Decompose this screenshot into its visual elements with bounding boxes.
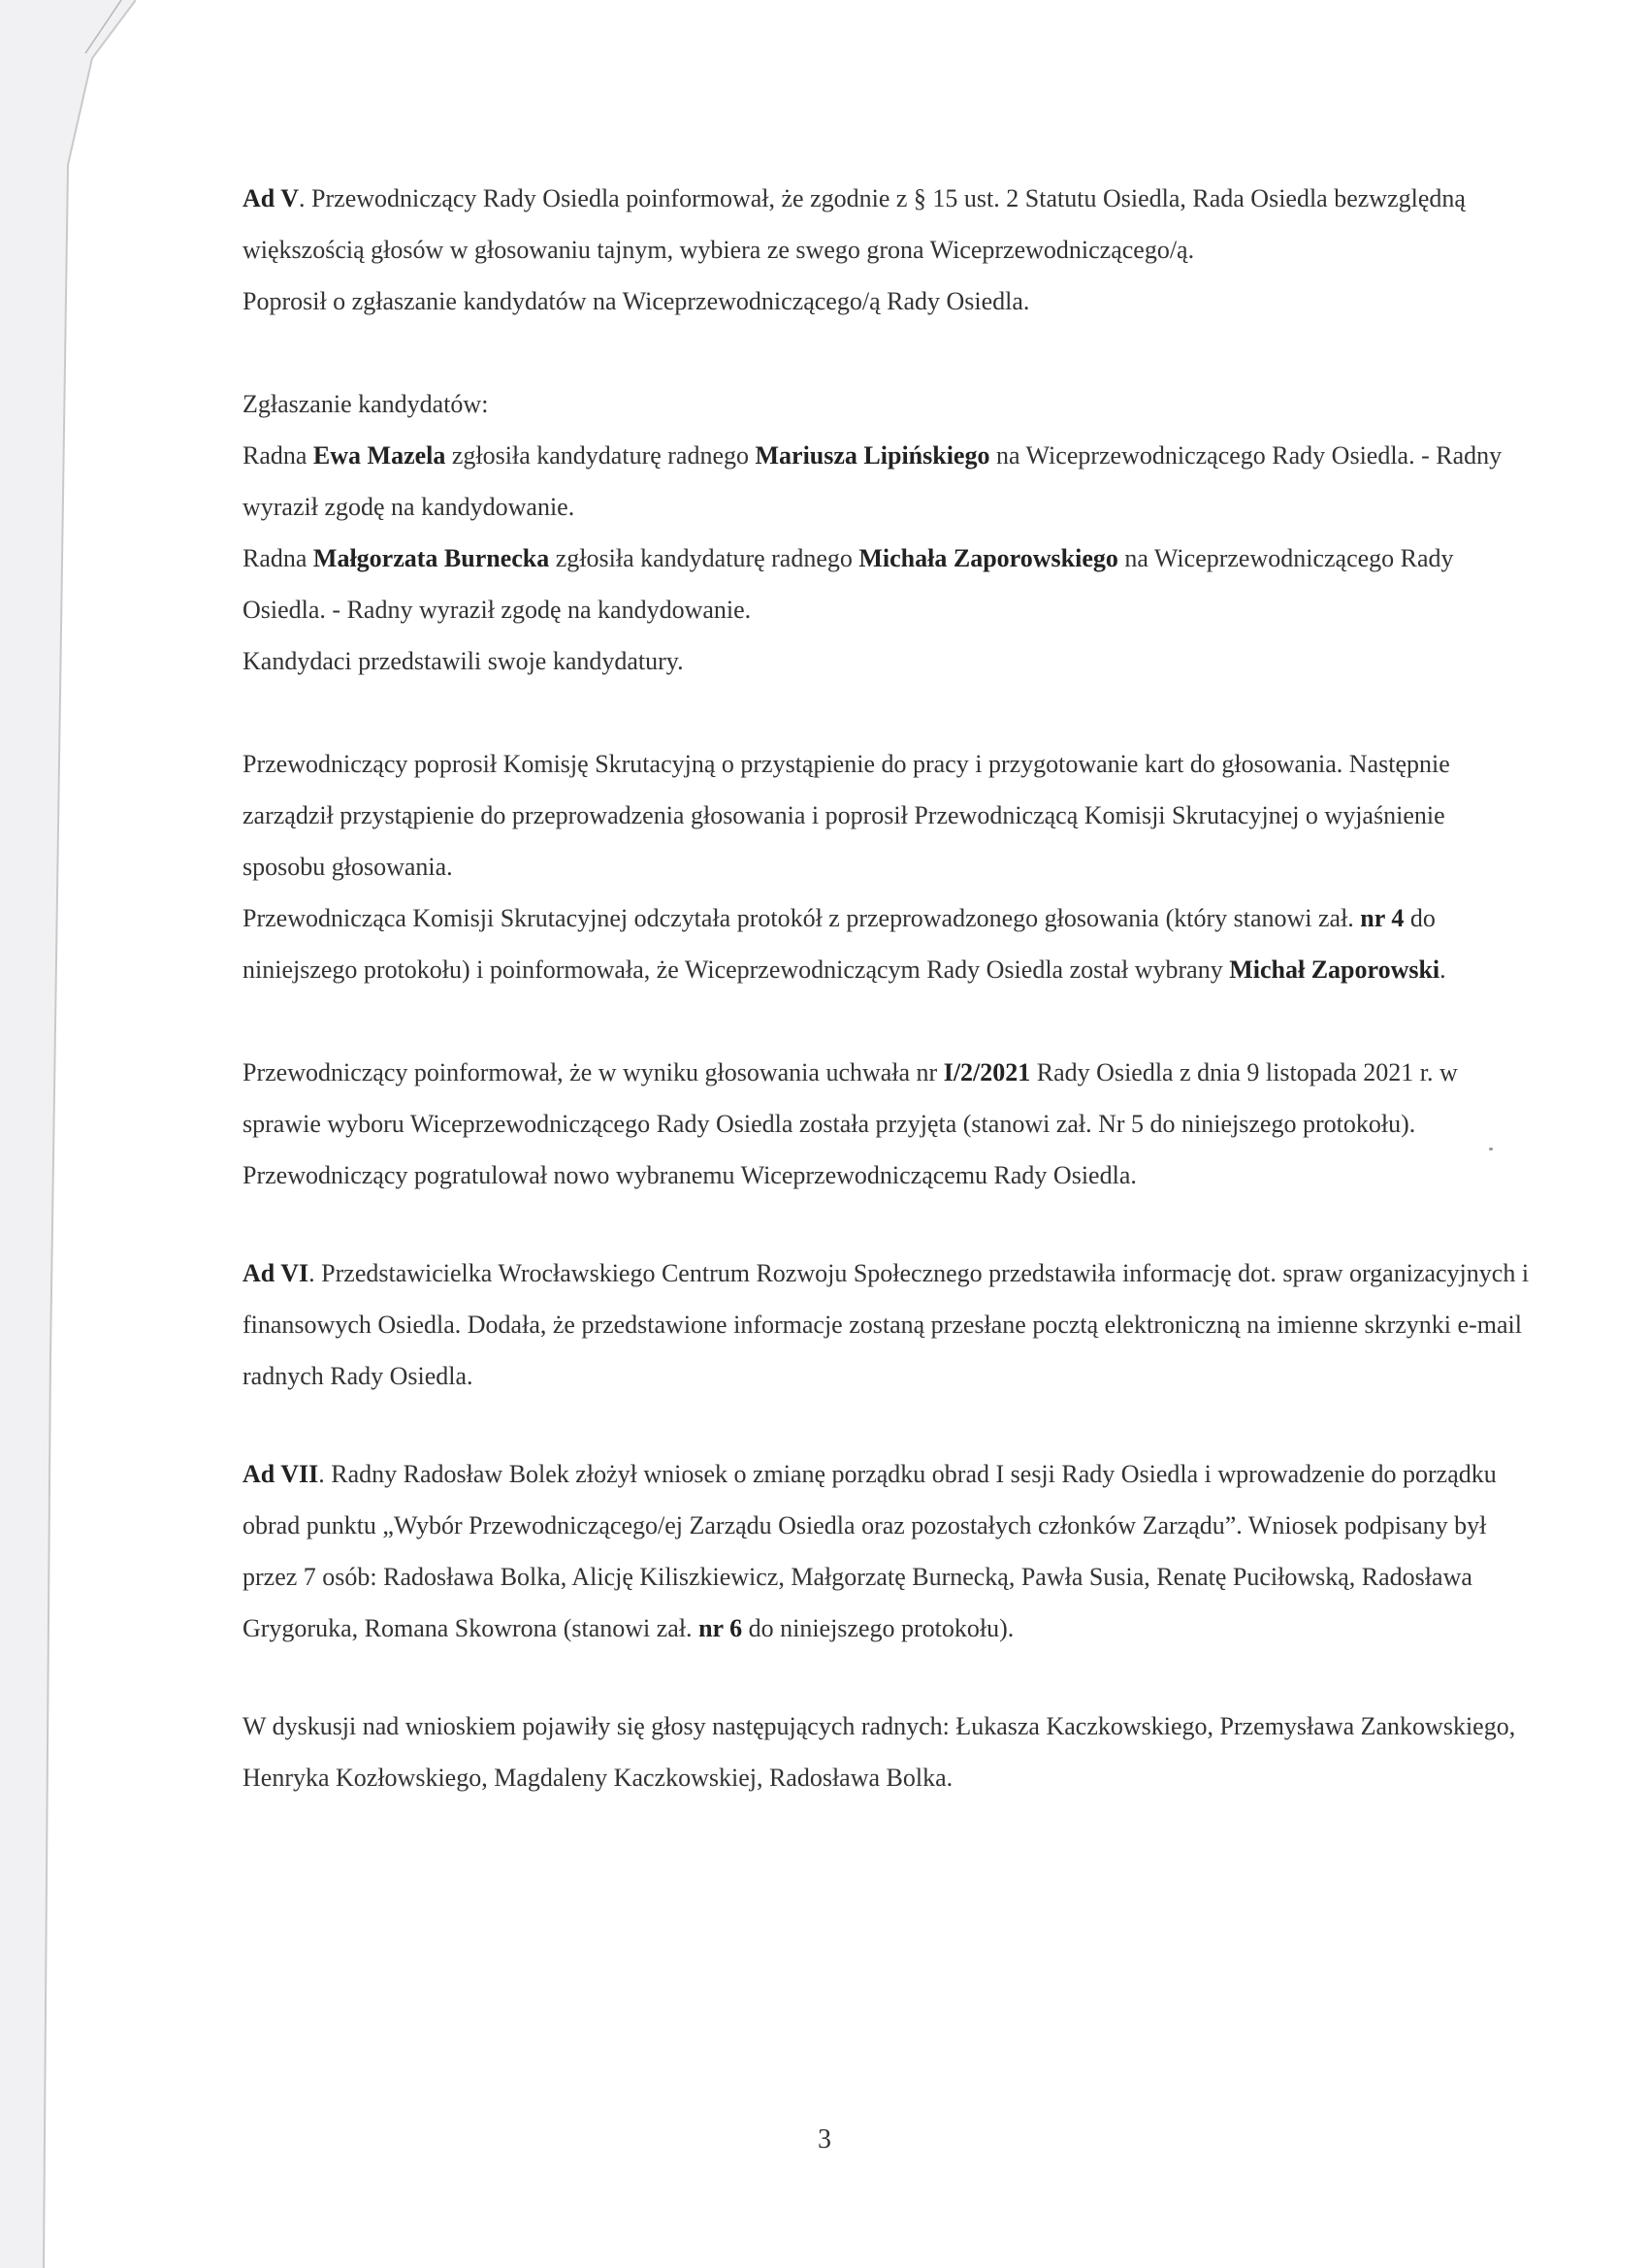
ad-vii-paragraph: Ad VII. Radny Radosław Bolek złożył wniosek o zmianę porządku obrad I sesji Rady Osiedla i wprowadzenie do porządku obrad punktu „Wybór Przewodniczącego/ej Zarządu Osiedla oraz pozostałych członków Zarządu”. Wniosek podpisany był przez 7 osób: Radosława Bolka, Alicję Kiliszkiewicz, Małgorzatę Burnecką, Pawła Susia, Renatę Puciłowską, Radosława Grygoruka, Romana Skowrona (stanowi zał. nr 6 do niniejszego protokołu).	[242, 1460, 1497, 1642]
page-number: 3	[818, 2124, 831, 2155]
candidate-1: Radna Ewa Mazela zgłosiła kandydaturę radnego Mariusza Lipińskiego na Wiceprzewodniczącego Rady Osiedla. - Radny wyraził zgodę na kandydowanie.	[242, 441, 1503, 521]
candidate-2: Radna Małgorzata Burnecka zgłosiła kandydaturę radnego Michała Zaporowskiego na Wiceprzewodniczącego Rady Osiedla. - Radny wyraził zgodę na kandydowanie.	[242, 544, 1454, 624]
ad-v-heading: Ad V	[242, 184, 300, 212]
resolution-paragraph: Przewodniczący poinformował, że w wyniku głosowania uchwała nr I/2/2021 Rady Osiedla z dnia 9 listopada 2021 r. w sprawie wyboru Wiceprzewodniczącego Rady Osiedla została przyjęta (stanowi zał. Nr 5 do niniejszego protokołu).	[242, 1058, 1458, 1138]
congratulations: Przewodniczący pogratulował nowo wybranemu Wiceprzewodniczącemu Rady Osiedla.	[242, 1161, 1137, 1189]
voting-paragraph-1: Przewodniczący poprosił Komisję Skrutacyjną o przystąpienie do pracy i przygotowanie kart do głosowania. Następnie zarządził przystąpienie do przeprowadzenia głosowania i poprosił Przewodniczącą Komisji Skrutacyjnej o wyjaśnienie sposobu głosowania.	[242, 750, 1450, 881]
candidates-closing: Kandydaci przedstawili swoje kandydatury.	[242, 647, 684, 675]
candidates-heading: Zgłaszanie kandydatów:	[242, 390, 489, 418]
ad-v-request: Poprosił o zgłaszanie kandydatów na Wiceprzewodniczącego/ą Rady Osiedla.	[242, 287, 1030, 315]
discussion-paragraph: W dyskusji nad wnioskiem pojawiły się głosy następujących radnych: Łukasza Kaczkowskiego, Przemysława Zankowskiego, Henryka Kozłowskiego, Magdaleny Kaczkowskiej, Radosława Bolka.	[242, 1712, 1516, 1792]
ad-vi-heading: Ad VI	[242, 1259, 309, 1287]
document-page	[242, 173, 1533, 1803]
scan-page-edge	[0, 0, 136, 2268]
voting-paragraph-2: Przewodnicząca Komisji Skrutacyjnej odczytała protokół z przeprowadzonego głosowania (który stanowi zał. nr 4 do niniejszego protokołu) i poinformowała, że Wiceprzewodniczącym Rady Osiedla został wybrany Michał Zaporowski.	[242, 904, 1446, 984]
ad-v-paragraph: Ad V. Przewodniczący Rady Osiedla poinformował, że zgodnie z § 15 ust. 2 Statutu Osiedla, Rada Osiedla bezwzględną większością głosów w głosowaniu tajnym, wybiera ze swego grona Wiceprzewodniczącego/ą.	[242, 184, 1466, 264]
ad-vii-heading: Ad VII	[242, 1460, 319, 1488]
ad-vi-paragraph: Ad VI. Przedstawicielka Wrocławskiego Centrum Rozwoju Społecznego przedstawiła informację dot. spraw organizacyjnych i finansowych Osiedla. Dodała, że przedstawione informacje zostaną przesłane pocztą elektroniczną na imienne skrzynki e-mail radnych Rady Osiedla.	[242, 1259, 1530, 1390]
